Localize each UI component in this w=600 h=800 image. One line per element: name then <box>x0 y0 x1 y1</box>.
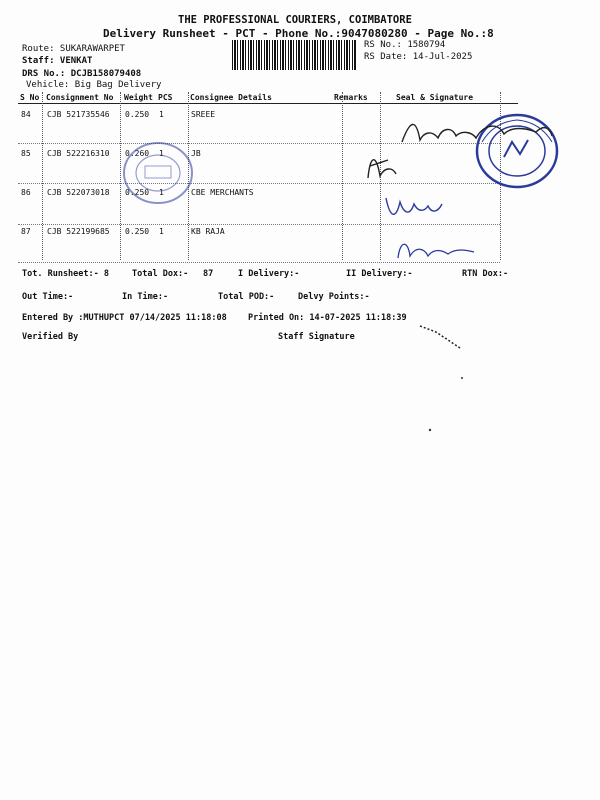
cell-weight: 0.250 <box>125 188 150 197</box>
staff-signature: Staff Signature <box>278 332 355 342</box>
runsheet-subtitle: Delivery Runsheet - PCT - Phone No.:9047080280 - Page No.:8 <box>103 27 494 40</box>
tot-runsheet: Tot. Runsheet:- 8 <box>22 269 109 279</box>
col-seal: Seal & Signature <box>374 91 518 104</box>
cell-sno: 84 <box>21 110 31 119</box>
cell-pcs: 1 <box>159 188 164 197</box>
cell-consignee: JB <box>191 149 201 158</box>
office-seal-stamp <box>118 138 198 208</box>
cell-consignment: CJB 522073018 <box>47 188 110 197</box>
col-sno: S No <box>18 91 44 104</box>
verified-by: Verified By <box>22 332 79 342</box>
rs-date: RS Date: 14-Jul-2025 <box>364 52 473 62</box>
cell-weight: 0.260 <box>125 149 150 158</box>
company-title: THE PROFESSIONAL COURIERS, COIMBATORE <box>178 14 412 26</box>
cell-sno: 86 <box>21 188 31 197</box>
vehicle-label: Vehicle: Big Bag Delivery <box>26 80 162 90</box>
cell-consignment: CJB 521735546 <box>47 110 110 119</box>
column-divider <box>342 92 343 260</box>
entered-by: Entered By :MUTHUPCT 07/14/2025 11:18:08 <box>22 313 227 323</box>
signature-row-86 <box>380 188 450 224</box>
col-consignment: Consignment No <box>44 91 122 104</box>
cell-weight: 0.250 <box>125 227 150 236</box>
table-header-row <box>18 91 518 104</box>
cell-pcs: 1 <box>159 110 164 119</box>
col-weight: Weight <box>122 91 156 104</box>
cell-consignment: CJB 522199685 <box>47 227 110 236</box>
cell-pcs: 1 <box>159 149 164 158</box>
staff-label: Staff: VENKAT <box>22 56 93 66</box>
route-label: Route: SUKARAWARPET <box>22 44 125 54</box>
printed-on: Printed On: 14-07-2025 11:18:39 <box>248 313 407 323</box>
scan-marks <box>416 322 476 442</box>
signature-row-85 <box>362 146 422 186</box>
cell-sno: 87 <box>21 227 31 236</box>
rs-number: RS No.: 1580794 <box>364 40 446 50</box>
i-delivery: I Delivery:- <box>238 269 300 279</box>
cell-consignee: CBE MERCHANTS <box>191 188 254 197</box>
in-time: In Time:- <box>122 292 169 302</box>
total-dox-value: 87 <box>203 269 214 279</box>
signature-row-87 <box>390 236 490 266</box>
cell-pcs: 1 <box>159 227 164 236</box>
col-consignee: Consignee Details <box>188 91 332 104</box>
cell-weight: 0.250 <box>125 110 150 119</box>
cell-remarks <box>332 182 374 221</box>
total-dox-label: Total Dox:- <box>132 269 189 279</box>
column-divider <box>42 92 43 260</box>
cell-remarks <box>332 104 374 144</box>
row-divider <box>18 183 500 184</box>
cell-remarks <box>332 221 374 260</box>
out-time: Out Time:- <box>22 292 74 302</box>
drs-number: DRS No.: DCJB158079408 <box>22 69 142 79</box>
col-remarks: Remarks <box>332 91 374 104</box>
barcode <box>232 40 356 70</box>
ii-delivery: II Delivery:- <box>346 269 413 279</box>
total-pod: Total POD:- <box>218 292 275 302</box>
rtn-dox: RTN Dox:- <box>462 269 509 279</box>
delvy-points: Delvy Points:- <box>298 292 370 302</box>
col-pcs: PCS <box>156 91 188 104</box>
cell-consignment: CJB 522216310 <box>47 149 110 158</box>
cell-consignee: SREEE <box>191 110 216 119</box>
cell-sno: 85 <box>21 149 31 158</box>
row-divider <box>18 224 500 225</box>
cell-consignee: KB RAJA <box>191 227 225 236</box>
